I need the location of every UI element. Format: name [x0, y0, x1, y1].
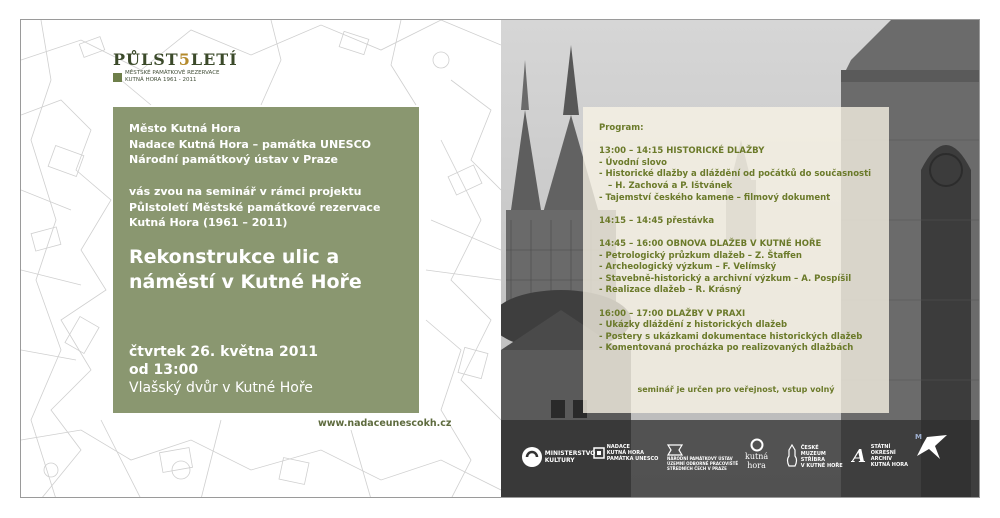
- kutnahora-icon: [750, 438, 764, 452]
- nadace-icon: [593, 447, 605, 459]
- organizers: [129, 121, 371, 168]
- program-item: - Ukázky dláždění z historických dlažeb: [599, 320, 788, 331]
- sponsor-logos: [501, 430, 980, 490]
- program-footer: seminář je určen pro veřejnost, vstup volný: [637, 385, 835, 394]
- program-item: - Archeologický výzkum – F. Velímský: [599, 262, 777, 273]
- last-logo: [913, 434, 947, 460]
- logo-line1: MĚSTSKÉ PAMÁTKOVÉ REZERVACE: [125, 70, 220, 76]
- organizer-3: Národní památkový ústav v Praze: [129, 153, 338, 166]
- npu-icon: [667, 444, 683, 456]
- logo-title-five: 5: [178, 50, 191, 69]
- event-date: [129, 343, 318, 379]
- last-logo-label: M: [915, 433, 922, 441]
- nadace-logo: [593, 444, 658, 462]
- nadace-line3: PAMÁTKA UNESCO: [606, 456, 659, 462]
- nadace-line2: KUTNÁ HORA: [606, 450, 644, 456]
- soa-line4: KUTNÁ HORA: [870, 462, 908, 468]
- title-line-2: náměstí v Kutné Hoře: [129, 271, 362, 293]
- pulstoleti-logo: [113, 50, 238, 106]
- program-break: 14:15 – 14:45 přestávka: [599, 215, 715, 226]
- cms-logo: [785, 444, 843, 470]
- program-item: - Tajemství českého kamene – filmový dokument: [599, 192, 831, 203]
- ministry-line2: KULTURY: [544, 457, 575, 464]
- program-item: – H. Zachová a P. Ištvánek: [608, 180, 733, 191]
- photo-panel: [501, 20, 980, 498]
- organizer-1: Město Kutná Hora: [129, 122, 241, 135]
- invitation-panel: [113, 107, 419, 413]
- invitation-line-1: vás zvou na seminář v rámci projektu: [129, 185, 362, 198]
- npu-logo: [667, 444, 738, 471]
- soa-line2: OKRESNÍ: [870, 450, 896, 456]
- program-list: [599, 123, 871, 355]
- soa-line1: STÁTNÍ: [870, 444, 891, 450]
- nadace-line1: NADACE: [606, 444, 630, 450]
- program-item: - Postery s ukázkami dokumentace historických dlažeb: [599, 331, 863, 342]
- website-link[interactable]: www.nadaceunescokh.cz: [318, 418, 452, 429]
- kutnahora-line2: hora: [747, 461, 766, 470]
- logo-title-right: LETÍ: [190, 50, 238, 69]
- date-line: čtvrtek 26. května 2011: [129, 344, 318, 360]
- logo-mark-icon: [113, 73, 122, 82]
- cms-line3: STŘÍBRA: [800, 457, 826, 463]
- invitation-text: [129, 184, 380, 231]
- program-item: - Historické dlažby a dláždění od počátků do současnosti: [599, 169, 872, 180]
- time-line: od 13:00: [129, 362, 199, 378]
- cms-line1: ČESKÉ: [800, 445, 819, 451]
- logo-title-left: PŮLST: [113, 50, 179, 69]
- npu-line2: ÚZEMNÍ ODBORNÉ PRACOVIŠTĚ: [667, 461, 739, 466]
- svg-text:A: A: [852, 446, 866, 467]
- npu-line1: NÁRODNÍ PAMÁTKOVÝ ÚSTAV: [667, 456, 733, 461]
- program-item: - Petrologický průzkum dlažeb – Z. Štaffen: [599, 250, 802, 261]
- ministry-line1: MINISTERSTVO: [544, 450, 596, 457]
- soa-line3: ARCHIV: [870, 456, 893, 462]
- seminar-title: [129, 245, 362, 295]
- logo-subtitle: [125, 70, 220, 84]
- kutnahora-logo: [745, 438, 768, 470]
- ministry-icon: [521, 446, 543, 468]
- invitation-card: [20, 19, 980, 498]
- program-block1-time: 13:00 – 14:15 HISTORICKÉ DLAŽBY: [599, 146, 765, 157]
- program-item: - Stavebně-historický a archivní výzkum – A. Pospíšil: [599, 273, 852, 284]
- event-place: Vlašský dvůr v Kutné Hoře: [129, 380, 313, 396]
- program-block2-time: 14:45 – 16:00 OBNOVA DLAŽEB V KUTNÉ HOŘE: [599, 238, 822, 249]
- kutnahora-line1: kutná: [745, 452, 769, 461]
- program-item: - Úvodní slovo: [599, 157, 667, 168]
- logo-title: [113, 50, 238, 69]
- program-block3-time: 16:00 – 17:00 DLAŽBY V PRAXI: [599, 308, 746, 319]
- organizer-2: Nadace Kutná Hora – památka UNESCO: [129, 137, 372, 151]
- npu-line3: STŘEDNÍCH ČECH V PRAZE: [667, 466, 727, 471]
- program-heading: Program:: [599, 123, 644, 133]
- invitation-line-3: Kutná Hora (1961 – 2011): [129, 216, 288, 229]
- ministry-logo: [521, 446, 595, 468]
- program-item: - Realizace dlažeb – R. Krásný: [599, 285, 742, 296]
- cms-icon: [785, 444, 799, 470]
- logo-line2: KUTNÁ HORA 1961 - 2011: [125, 77, 197, 83]
- cms-line2: MUZEUM: [800, 451, 826, 457]
- cms-line4: V KUTNÉ HOŘE: [800, 463, 843, 469]
- soa-logo: [851, 444, 908, 468]
- map-panel: [21, 20, 501, 498]
- program-box: [583, 107, 889, 413]
- title-line-1: Rekonstrukce ulic a: [129, 246, 340, 268]
- soa-icon: [851, 444, 869, 468]
- program-item: - Komentovaná procházka po realizovaných dlažbách: [599, 343, 854, 354]
- invitation-line-2: Půlstoletí Městské památkové rezervace: [129, 200, 381, 214]
